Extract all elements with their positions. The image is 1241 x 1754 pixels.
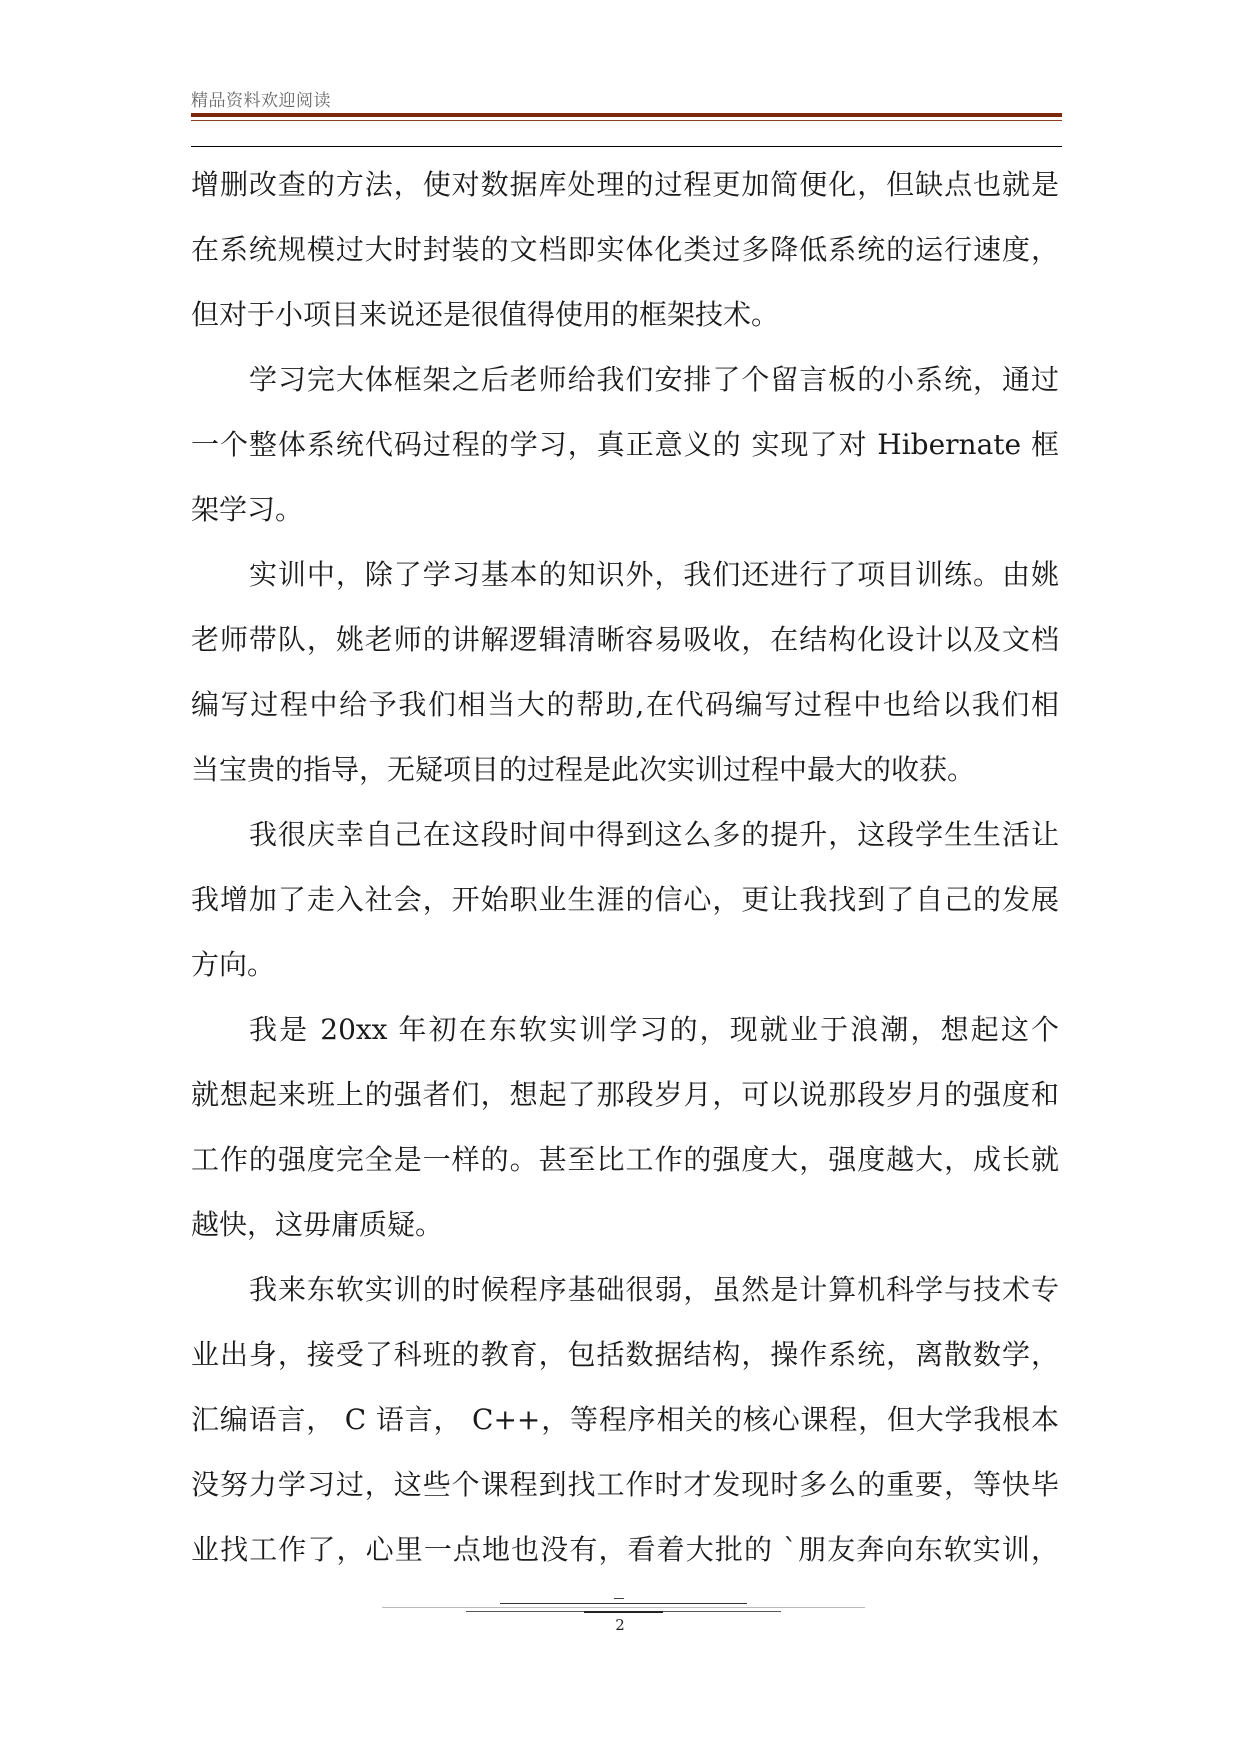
footer-rule — [500, 1603, 747, 1604]
paragraph — [191, 347, 1059, 542]
body-line: 越快，这毋庸质疑。 — [191, 1208, 444, 1241]
body-line: 老师带队，姚老师的讲解逻辑清晰容易吸收，在结构化设计以及文档 — [191, 623, 1059, 656]
body-line: 我是 20xx 年初在东软实训学习的，现就业于浪潮，想起这个 — [249, 1013, 1059, 1046]
body-line: 架学习。 — [191, 493, 304, 526]
paragraph — [191, 997, 1059, 1257]
body-line: 业找工作了，心里一点地也没有，看着大批的 `朋友奔向东软实训， — [191, 1533, 1059, 1566]
header-title: 精品资料欢迎阅读 — [191, 91, 331, 111]
body-line: 学习完大体框架之后老师给我们安排了个留言板的小系统，通过 — [249, 363, 1059, 396]
body-line: 在系统规模过大时封装的文档即实体化类过多降低系统的运行速度， — [191, 233, 1059, 266]
body-line: 但对于小项目来说还是很值得使用的框架技术。 — [191, 298, 780, 331]
body-line: 我增加了走入社会，开始职业生涯的信心，更让我找到了自己的发展 — [191, 883, 1059, 916]
paragraph — [191, 802, 1059, 997]
body-line: 一个整体系统代码过程的学习，真正意义的 实现了对 Hibernate 框 — [191, 428, 1059, 461]
body-text — [191, 152, 1059, 1582]
paragraph — [191, 152, 1059, 347]
page-number: 2 — [615, 1616, 625, 1634]
header-rule-thick — [191, 113, 1062, 117]
paragraph — [191, 1257, 1059, 1582]
body-line: 增删改查的方法，使对数据库处理的过程更加简便化，但缺点也就是 — [191, 168, 1059, 201]
paragraph — [191, 542, 1059, 802]
body-line: 当宝贵的指导，无疑项目的过程是此次实训过程中最大的收获。 — [191, 753, 976, 786]
footer-rule — [614, 1598, 624, 1599]
footer-rule — [382, 1607, 865, 1608]
body-line: 汇编语言， C 语言， C++，等程序相关的核心课程，但大学我根本 — [191, 1403, 1059, 1436]
body-line: 我很庆幸自己在这段时间中得到这么多的提升，这段学生生活让 — [249, 818, 1059, 851]
body-line: 工作的强度完全是一样的。甚至比工作的强度大，强度越大，成长就 — [191, 1143, 1059, 1176]
body-line: 就想起来班上的强者们，想起了那段岁月，可以说那段岁月的强度和 — [191, 1078, 1059, 1111]
body-line: 业出身，接受了科班的教育，包括数据结构，操作系统，离散数学， — [191, 1338, 1059, 1371]
header-rule-thin — [191, 120, 1062, 121]
footer-rule — [584, 1611, 663, 1613]
body-line: 没努力学习过，这些个课程到找工作时才发现时多么的重要，等快毕 — [191, 1468, 1059, 1501]
body-line: 实训中，除了学习基本的知识外，我们还进行了项目训练。由姚 — [249, 558, 1059, 591]
body-line: 编写过程中给予我们相当大的帮助,在代码编写过程中也给以我们相 — [191, 688, 1059, 721]
body-line: 方向。 — [191, 948, 276, 981]
body-line: 我来东软实训的时候程序基础很弱，虽然是计算机科学与技术专 — [249, 1273, 1059, 1306]
header-divider — [191, 146, 1062, 147]
